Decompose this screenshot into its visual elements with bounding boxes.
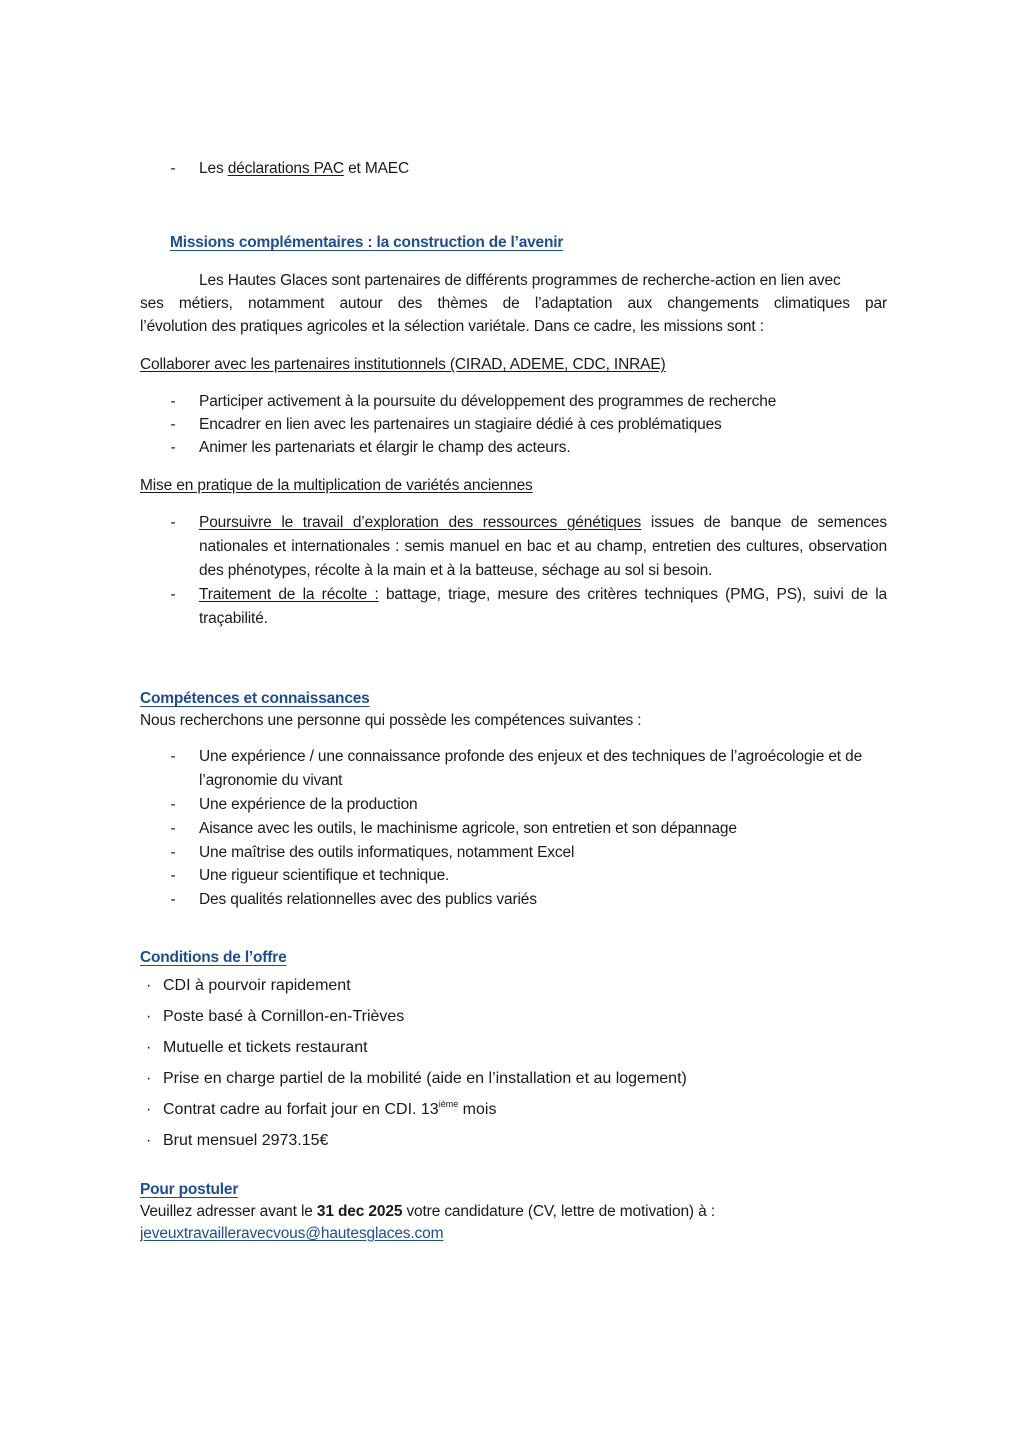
skills-item: Aisance avec les outils, le machinisme agricole, son entretien et son dépannage (199, 820, 737, 837)
condition-item: · Prise en charge partiel de la mobilité (aide en l’installation et au logement) (146, 1067, 687, 1091)
skills-item: Des qualités relationnelles avec des publics variés (199, 891, 537, 908)
list-dash: - (170, 891, 176, 908)
skills-item: Une rigueur scientifique et technique. (199, 867, 450, 884)
skills-item: Une expérience / une connaissance profonde des enjeux et des techniques de l’agroécologie et de l’agronomie du vivant (199, 748, 863, 789)
list-dash: - (170, 439, 176, 456)
list-dash: - (170, 844, 176, 861)
bullet-icon: · (146, 1070, 152, 1087)
missions-paragraph-line-1: Les Hautes Glaces sont partenaires de différents programmes de recherche-action en lien avec (199, 272, 841, 289)
list-dash: - (170, 867, 176, 884)
skills-item: Une expérience de la production (199, 796, 418, 813)
subheading-practice: Mise en pratique de la multiplication de variétés anciennes (140, 477, 533, 494)
condition-item: · Contrat cadre au forfait jour en CDI. 13ième mois (146, 1098, 496, 1122)
email-link[interactable]: jeveuxtravailleravecvous@hautesglaces.com (140, 1225, 444, 1242)
section-heading-missions: Missions complémentaires : la construction de l’avenir (170, 234, 564, 251)
bullet-icon: · (146, 1132, 152, 1149)
bullet-icon: · (146, 977, 152, 994)
apply-text: Veuillez adresser avant le 31 dec 2025 votre candidature (CV, lettre de motivation) à : (140, 1203, 715, 1220)
deadline: 31 dec 2025 (316, 1203, 403, 1220)
condition-item: · Brut mensuel 2973.15€ (146, 1129, 328, 1153)
list-dash: - (170, 514, 176, 531)
condition-item: · CDI à pourvoir rapidement (146, 974, 351, 998)
bullet-icon: · (146, 1008, 152, 1025)
missions-paragraph-line-2: ses métiers, notamment autour des thèmes de l’adaptation aux changements climatiques par (140, 295, 887, 312)
bullet-icon: · (146, 1101, 152, 1118)
condition-item: · Mutuelle et tickets restaurant (146, 1036, 368, 1060)
list-dash: - (170, 160, 176, 177)
list-dash: - (170, 416, 176, 433)
condition-item: · Poste basé à Cornillon-en-Trièves (146, 1005, 404, 1029)
section-heading-conditions: Conditions de l’offre (140, 949, 287, 966)
collaborate-item: Encadrer en lien avec les partenaires un stagiaire dédié à ces problématiques (199, 416, 722, 433)
bullet-icon: · (146, 1039, 152, 1056)
list-dash: - (170, 796, 176, 813)
apply-email-line (140, 1222, 443, 1246)
list-dash: - (170, 393, 176, 410)
intro-list-item: Les déclarations PAC et MAEC (199, 160, 410, 177)
collaborate-item: Animer les partenariats et élargir le champ des acteurs. (199, 439, 571, 456)
practice-item: Traitement de la récolte : battage, triage, mesure des critères techniques (PMG, PS), suivi de la traçabilité. (199, 586, 887, 627)
collaborate-item: Participer activement à la poursuite du développement des programmes de recherche (199, 393, 777, 410)
list-dash: - (170, 586, 176, 603)
skills-item: Une maîtrise des outils informatiques, notamment Excel (199, 844, 575, 861)
missions-paragraph-line-3: l’évolution des pratiques agricoles et la sélection variétale. Dans ce cadre, les missions sont : (140, 318, 764, 335)
subheading-collaborate: Collaborer avec les partenaires institutionnels (CIRAD, ADEME, CDC, INRAE) (140, 356, 666, 373)
list-dash: - (170, 748, 176, 765)
underlined-term: déclarations PAC (227, 160, 344, 177)
practice-item: Poursuivre le travail d’exploration des ressources génétiques issues de banque de semences nationales et internationales : semis manuel en bac et au champ, entretien des cultures, observation des phénotypes, récolte à la main et à la batteuse, séchage au sol si besoin. (199, 514, 888, 579)
section-heading-apply: Pour postuler (140, 1181, 239, 1198)
skills-intro: Nous recherchons une personne qui possède les compétences suivantes : (140, 712, 642, 729)
list-dash: - (170, 820, 176, 837)
section-heading-skills: Compétences et connaissances (140, 690, 370, 707)
